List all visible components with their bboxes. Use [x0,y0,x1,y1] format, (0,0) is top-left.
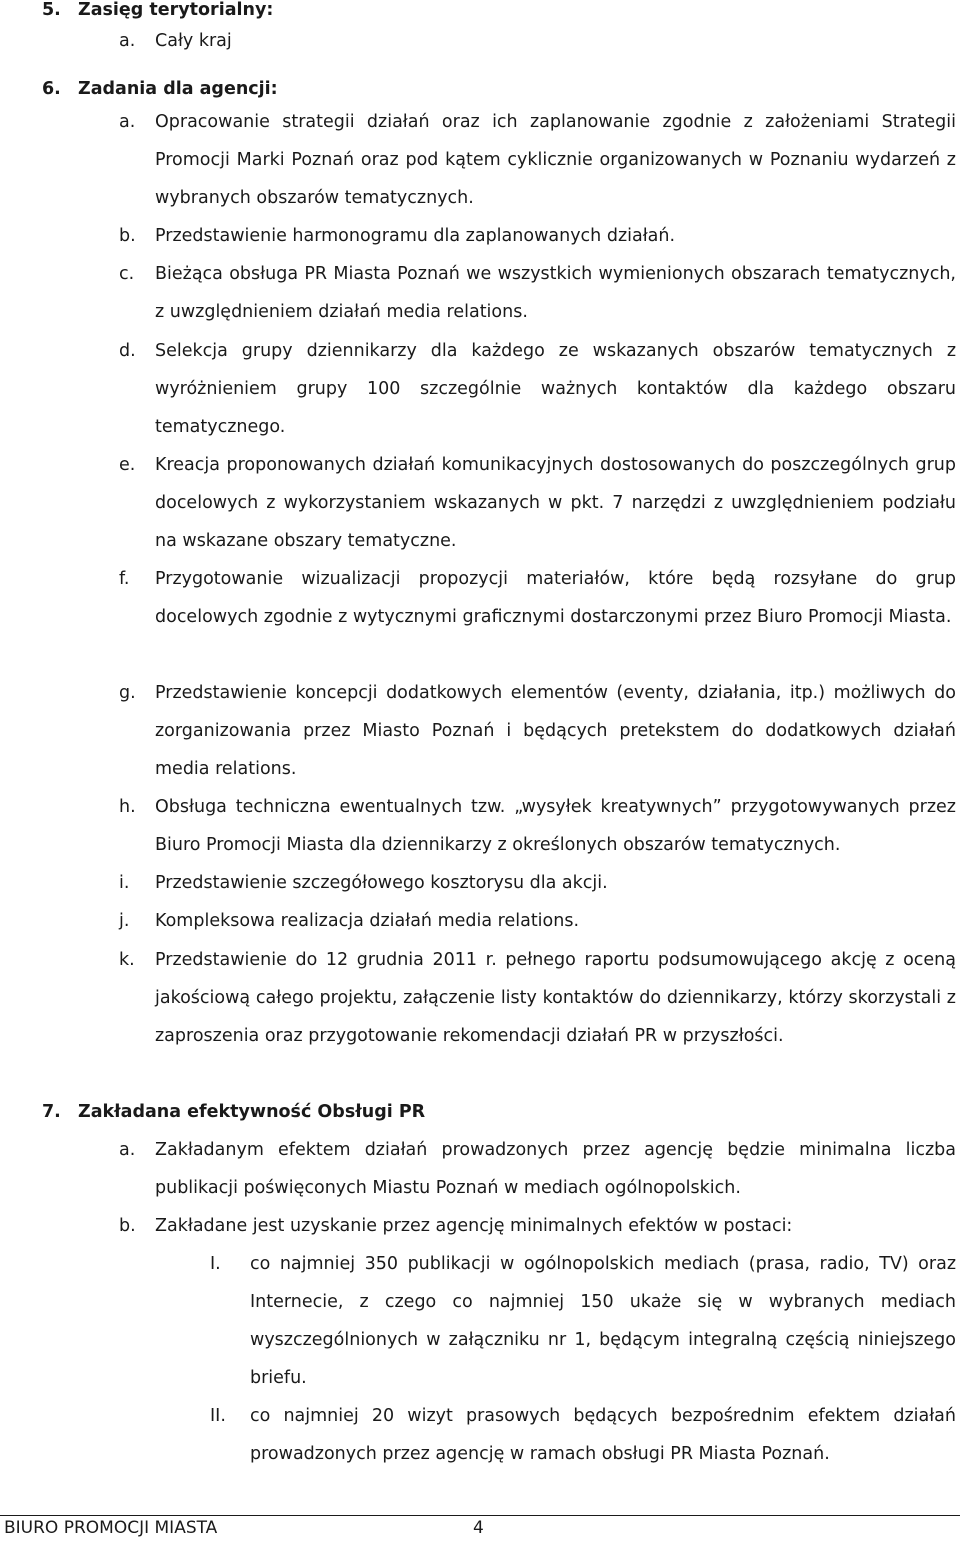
list-item [119,22,956,60]
section-number: 5. [42,0,61,20]
list-item [119,255,956,331]
list-item [119,217,956,255]
item-marker: j. [119,911,130,931]
list-item [119,103,956,217]
section-title: Zasięg terytorialny: [78,0,274,20]
item-text: Kompleksowa realizacja działań media relations. [155,911,580,931]
item-text: Zakładane jest uzyskanie przez agencję minimalnych efektów w postaci: [155,1216,793,1236]
list-item [119,788,956,864]
list-item [119,902,956,940]
list-item [119,1131,956,1207]
section-title: Zakładana efektywność Obsługi PR [78,1102,426,1122]
list-item [119,560,956,636]
item-text: Zakładanym efektem działań prowadzonych przez agencję będzie minimalna liczba publikacji poświęconych Miastu Poznań w mediach ogólnopolskich. [155,1140,956,1198]
item-marker: a. [119,31,136,51]
list-item [119,674,956,788]
item-marker: c. [119,264,135,284]
item-text: Selekcja grupy dziennikarzy dla każdego ze wskazanych obszarów tematycznych z wyróżnieniem grupy 100 szczególnie ważnych kontaktów dla każdego obszaru tematycznego. [155,341,956,437]
list-item [119,941,956,1055]
item-marker: d. [119,341,136,361]
item-text: co najmniej 20 wizyt prasowych będących bezpośrednim efektem działań prowadzonych przez agencję w ramach obsługi PR Miasta Poznań. [250,1406,956,1464]
item-marker: II. [210,1406,226,1426]
item-text: Przedstawienie koncepcji dodatkowych elementów (eventy, działania, itp.) możliwych do zorganizowania przez Miasto Poznań i będących pretekstem do dodatkowych działań media relations. [155,683,956,779]
section-title: Zadania dla agencji: [78,79,278,99]
item-text: Kreacja proponowanych działań komunikacyjnych dostosowanych do poszczególnych grup docelowych z wykorzystaniem wskazanych w pkt. 7 narzędzi z uwzględnieniem podziału na wskazane obszary tematyczne. [155,455,956,551]
item-text: Obsługa techniczna ewentualnych tzw. „wysyłek kreatywnych” przygotowywanych przez Biuro Promocji Miasta dla dziennikarzy z określonych obszarów tematycznych. [155,797,956,855]
item-marker: a. [119,1140,136,1160]
item-marker: i. [119,873,130,893]
item-text: co najmniej 350 publikacji w ogólnopolskich mediach (prasa, radio, TV) oraz Internecie, z czego co najmniej 150 ukaże się w wybranych mediach wyszczególnionych w załączniku nr 1, będącym integralną częścią niniejszego briefu. [250,1254,956,1388]
footer-divider [0,1515,960,1516]
item-marker: I. [210,1254,221,1274]
item-text: Przygotowanie wizualizacji propozycji materiałów, które będą rozsyłane do grup docelowych zgodnie z wytycznymi graficznymi dostarczonymi przez Biuro Promocji Miasta. [155,569,956,627]
list-item [119,1207,956,1245]
list-item [119,332,956,446]
item-text: Opracowanie strategii działań oraz ich zaplanowanie zgodnie z założeniami Strategii Promocji Marki Poznań oraz pod kątem cyklicznie organizowanych w Poznaniu wydarzeń z wybranych obszarów tematycznych. [155,112,956,208]
item-text: Bieżąca obsługa PR Miasta Poznań we wszystkich wymienionych obszarach tematycznych, z uwzględnieniem działań media relations. [155,264,956,322]
page-number: 4 [473,1518,484,1538]
sub-list-item [210,1397,956,1473]
footer-organization: BIURO PROMOCJI MIASTA [4,1518,218,1538]
item-marker: b. [119,226,136,246]
item-text: Przedstawienie do 12 grudnia 2011 r. pełnego raportu podsumowującego akcję z oceną jakościową całego projektu, załączenie listy kontaktów do dziennikarzy, którzy skorzystali z zaproszenia oraz przygotowanie rekomendacji działań PR w przyszłości. [155,950,956,1046]
item-text: Przedstawienie szczegółowego kosztorysu dla akcji. [155,873,608,893]
list-item [119,446,956,560]
item-text: Cały kraj [155,31,232,51]
item-marker: g. [119,683,136,703]
item-text: Przedstawienie harmonogramu dla zaplanowanych działań. [155,226,676,246]
section-number: 7. [42,1102,61,1122]
item-marker: h. [119,797,136,817]
item-marker: e. [119,455,136,475]
item-marker: a. [119,112,136,132]
section-number: 6. [42,79,61,99]
item-marker: k. [119,950,135,970]
item-marker: f. [119,569,130,589]
section-7-heading [42,1100,425,1124]
sub-list-item [210,1245,956,1397]
section-6-heading [42,77,278,101]
item-marker: b. [119,1216,136,1236]
section-5-heading [42,0,273,22]
list-item [119,864,956,902]
